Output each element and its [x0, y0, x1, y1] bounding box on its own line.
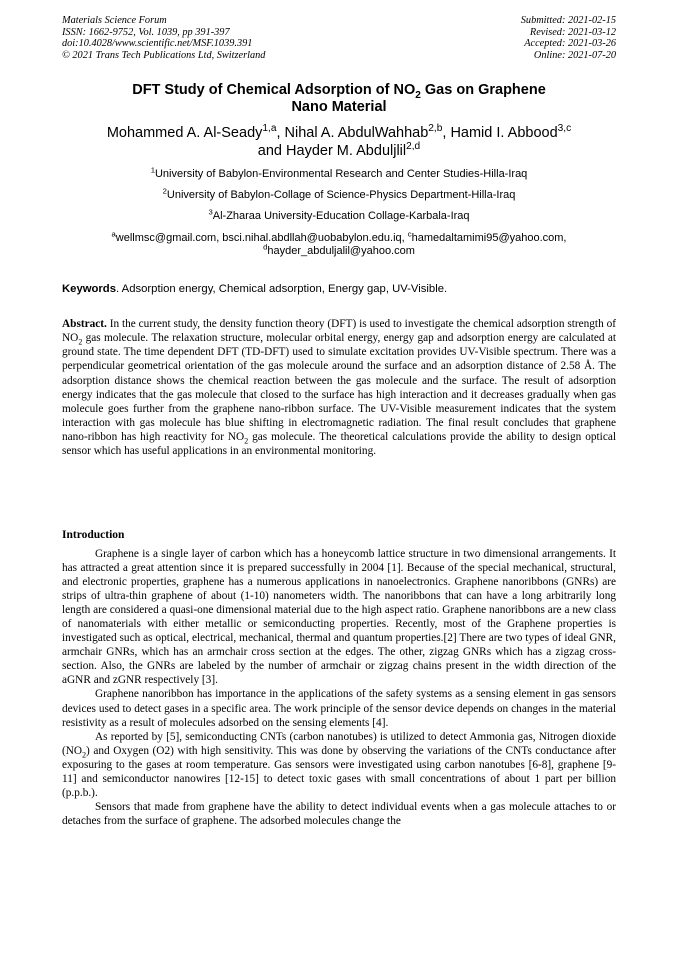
paragraph: Graphene is a single layer of carbon which has a honeycomb lattice structure in two dimensional arrangements. It has attracted a great attention since it is prepared successfully in 2004 [1]. Because of the special mechanical, structural, and electronic properties, graphene has a numerous applications in nanoelectronics. Graphene nanoribbons (GNRs) are strips of ultra-thin graphene of about (1-10) nanometers width. The nanoribbons that can have a long arbitrarily long length are considered a quasi-one dimensional material due to the high aspect ratio. Graphene nanoribbons are a new class of nanomaterials with either metallic or semiconducting properties. Recently, most of the Graphene properties is investigated such as optical, electrical, mechanical, thermal and quantum properties.[2] There are two types of ideal GNR, armchair GNRs, which has an armchair cross section at the edges. The other, zigzag GNRs which has a zigzag cross-section. Also, the GNRs are labeled by the number of armchair or zigzag chains present in the width direction of the aGNR and zGNR respectively [3]. — [62, 548, 616, 687]
section-heading: Introduction — [62, 529, 125, 541]
author-name: Hamid I. Abbood — [450, 125, 558, 141]
affiliation: $^3$Al-Zharaa University-Education Collage-Karbala-Iraq — [208, 207, 470, 222]
author-name: Hayder M. Abduljlil — [286, 143, 407, 159]
accepted-date: Accepted: 2021-03-26 — [524, 38, 616, 50]
abstract-label: Abstract. — [62, 318, 107, 330]
affiliation: $^2$University of Babylon-Collage of Science-Physics Department-Hilla-Iraq — [162, 186, 516, 201]
affiliation: $^1$University of Babylon-Environmental Research and Center Studies-Hilla-Iraq — [150, 165, 528, 180]
issn: ISSN: 1662-9752, Vol. 1039, pp 391-397 — [62, 26, 230, 38]
author-name: Nihal A. AbdulWahhab — [284, 125, 429, 141]
paper-title: DFT Study of Chemical Adsorption of $NO_2$ Gas on Graphene Nano Material — [132, 82, 546, 115]
abstract: Abstract. In the current study, the density function theory (DFT) is used to investigate the chemical adsorption strength of $NO_2$ gas molecule. The relaxation structure, molecular orbital energy, energy gap and adsorption energy are calculated at ground state. The time dependent DFT (TD-DFT) used to simulate excitation provides UV-Visible spectrum. There was a perpendicular geometrical orientation of the gas molecule around the surface and an adsorption distance of 2.58 Å. The adsorption distance shows the chemical reaction between the gas molecule and the surface. The result of adsorption energy indicates that the gas molecule that closed to the surface has high interaction and it decreases gradually when gas molecule goes further from the graphene nano-ribbon surface. The UV-Visible measurement indicates that the system interaction with gas molecule has blue shifting in electromagnetic radiation. The final result concludes that graphene nano-ribbon has high reactivity for $NO_2$ gas molecule. The theoretical calculations provide the ability to design optical sensor which has useful applications in an environmental monitoring. — [62, 318, 616, 458]
paragraph: Graphene nanoribbon has importance in the applications of the safety systems as a sensing element in gas sensors devices used to detect gases in a specific area. The work principle of the sensor device depends on changes in the material resistivity as a result of molecules adsorbed on the sensing elements [4]. — [62, 688, 616, 729]
dates-info — [521, 15, 616, 61]
author-emails: $^a$wellmsc@gmail.com, bsci.nihal.abdllah@uobabylon.edu.iq, $^c$hamedaltamimi95@yahoo.com, $^d$hayder_abduljalil@yahoo.com — [111, 229, 567, 257]
online-date: Online: 2021-07-20 — [533, 49, 616, 61]
author-name: Mohammed A. Al-Seady — [106, 125, 263, 141]
keywords: Keywords. Adsorption energy, Chemical adsorption, Energy gap, UV-Visible. — [62, 283, 448, 295]
introduction-body — [62, 547, 616, 828]
doi: doi:10.4028/www.scientific.net/MSF.1039.391 — [62, 38, 253, 50]
revised-date: Revised: 2021-03-12 — [529, 26, 616, 38]
copyright: © 2021 Trans Tech Publications Ltd, Switzerland — [62, 49, 266, 61]
author-list: Mohammed A. Al-Seady$^{1,a}$, Nihal A. AbdulWahhab$^{2,b}$, Hamid I. Abbood$^{3,c}$ and Hayder M. Abduljlil$^{2,d}$ — [106, 123, 572, 159]
paragraph: Sensors that made from graphene have the ability to detect individual events when a gas molecule attaches to or detaches from the surface of graphene. The adsorbed molecules change the — [62, 800, 616, 827]
paragraph: As reported by [5], semiconducting CNTs (carbon nanotubes) is utilized to detect Ammonia gas, Nitrogen dioxide $(NO_2)$ and Oxygen (O2) with high sensitivity. This was done by observing the variations of the CNTs conductance after exposuring to the gases at room temperature. Gas sensors were investigated using carbon nanotubes [6-8], graphene [9-11] and semiconductor nanowires [12-15] to detect toxic gases with small concentrations of about 1 part per billion (p.p.b.). — [62, 730, 616, 799]
publication-info — [62, 15, 265, 61]
keywords-label: Keywords — [62, 283, 116, 295]
journal-name: Materials Science Forum — [62, 15, 167, 26]
submitted-date: Submitted: 2021-02-15 — [520, 15, 616, 26]
